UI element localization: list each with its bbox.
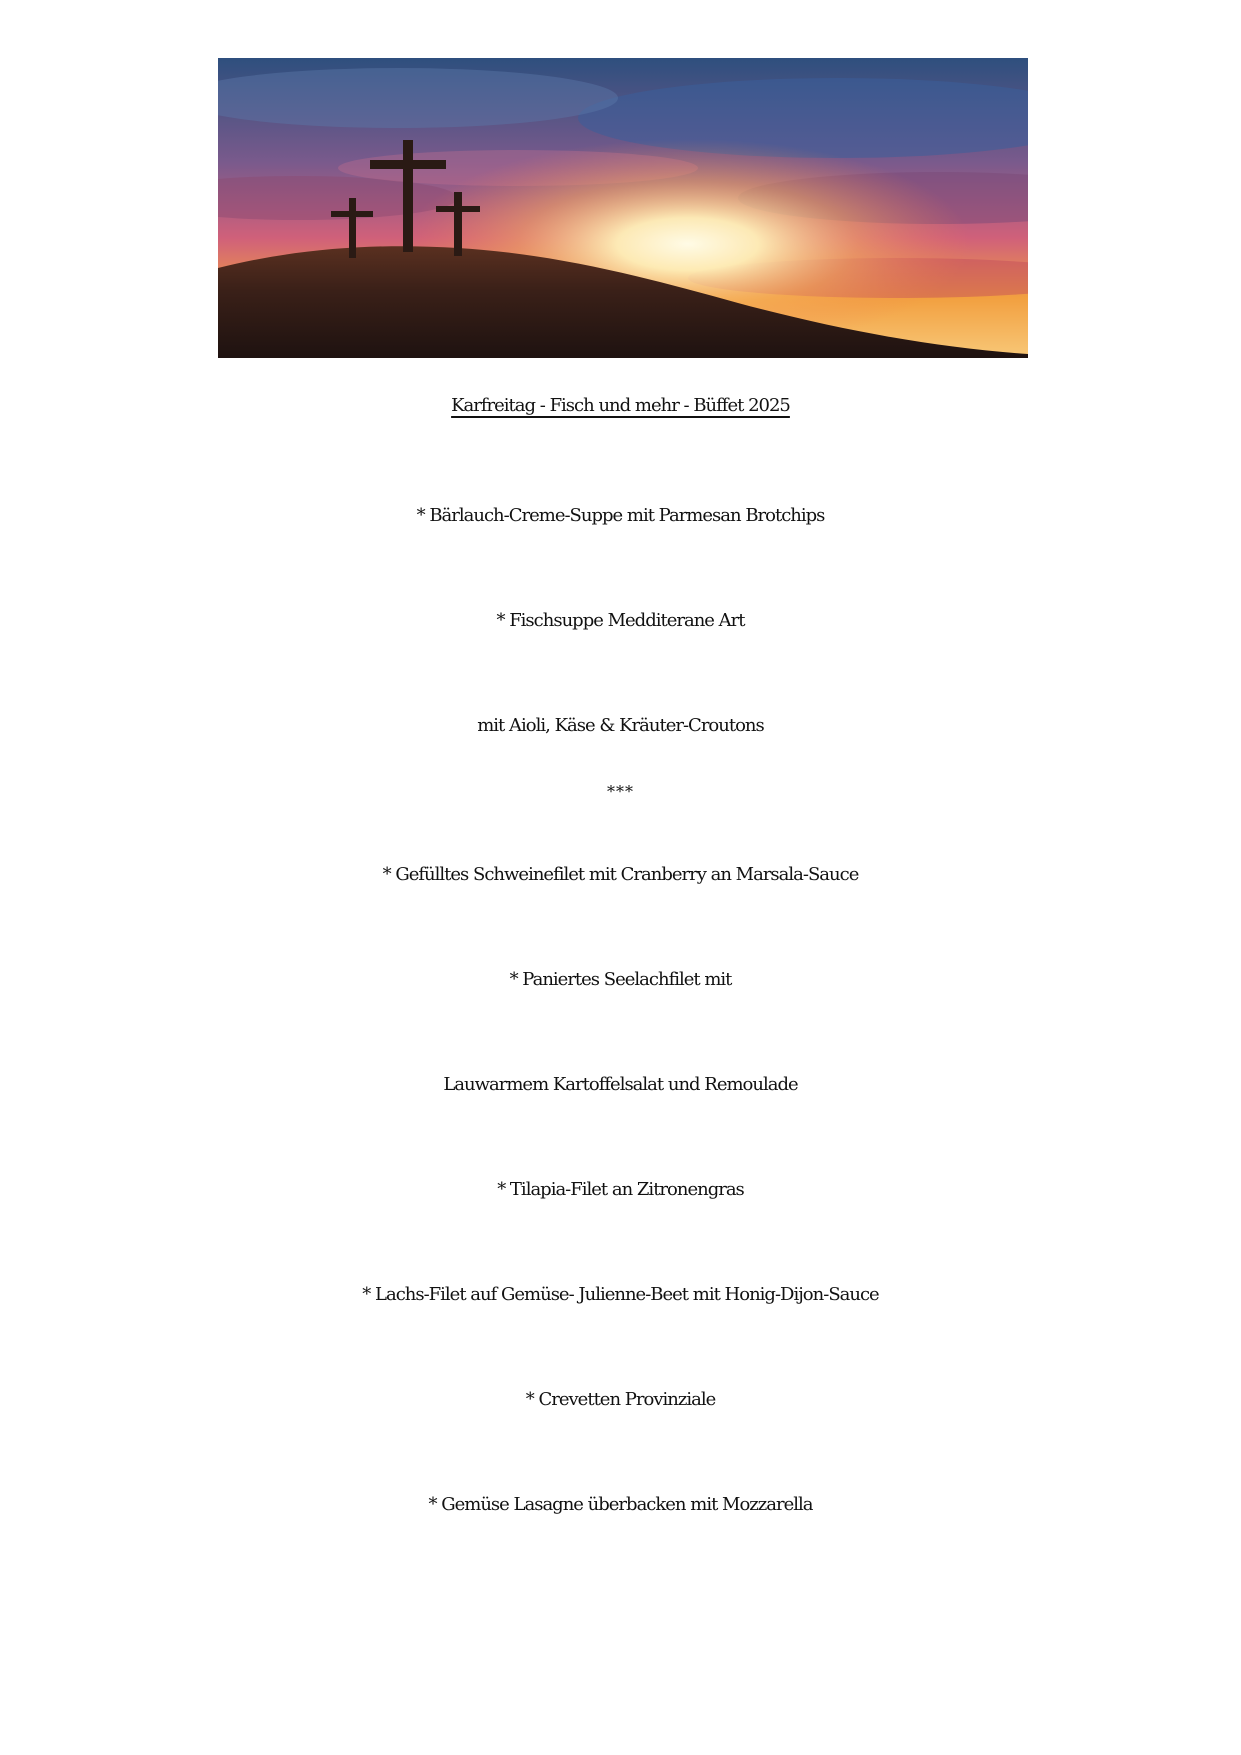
menu-item-main-3: * Tilapia-Filet an Zitronengras [497,1179,744,1200]
menu-item-main-2-detail: Lauwarmem Kartoffelsalat und Remoulade [443,1074,798,1095]
course-separator: *** [607,782,634,801]
menu-item-soup-1: * Bärlauch-Creme-Suppe mit Parmesan Brotchips [416,505,825,526]
header-image [218,58,1028,358]
menu-item-main-5: * Crevetten Provinziale [525,1389,716,1410]
menu-item-soup-2-detail: mit Aioli, Käse & Kräuter-Croutons [477,715,764,736]
menu-item-main-2: * Paniertes Seelachfilet mit [509,969,732,990]
menu-title: Karfreitag - Fisch und mehr - Büffet 2025 [451,395,790,416]
menu-item-main-6: * Gemüse Lasagne überbacken mit Mozzarella [428,1494,813,1515]
menu-item-soup-2: * Fischsuppe Medditerane Art [496,610,745,631]
three-crosses-sunset-image [218,58,1028,358]
menu-item-main-4: * Lachs-Filet auf Gemüse- Julienne-Beet mit Honig-Dijon-Sauce [362,1284,879,1305]
menu-item-main-1: * Gefülltes Schweinefilet mit Cranberry an Marsala-Sauce [382,864,859,885]
